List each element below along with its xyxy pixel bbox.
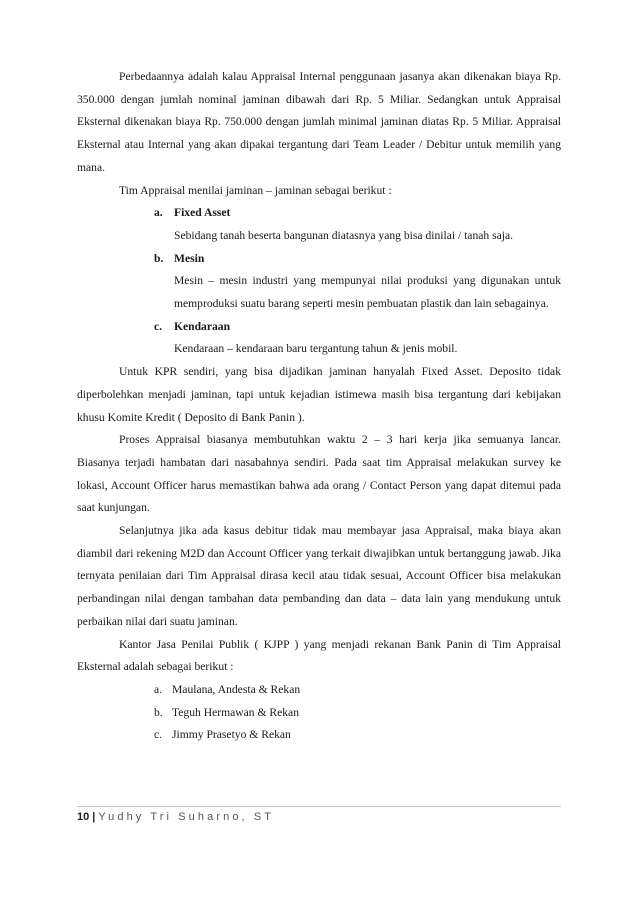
collateral-title: Kendaraan: [174, 319, 231, 333]
collateral-item-kendaraan: [77, 316, 561, 361]
footer-divider: [77, 806, 561, 807]
kjpp-name: Teguh Hermawan & Rekan: [172, 705, 299, 719]
list-marker: c.: [154, 728, 163, 742]
paragraph-appraisal-cost: Perbedaannya adalah kalau Appraisal Internal penggunaan jasanya akan dikenakan biaya Rp. 350.000 dengan jumlah nominal jaminan dibawah dari Rp. 5 Miliar. Sedangkan untuk Appraisal Eksternal dikenakan biaya Rp. 750.000 dengan jumlah minimal jaminan diatas Rp. 5 Miliar. Appraisal Eksternal atau Internal yang akan dipakai tergantung dari Team Leader / Debitur untuk memilih yang mana.: [77, 70, 561, 174]
footer-separator: |: [92, 811, 96, 823]
paragraph-process: Proses Appraisal biasanya membutuhkan waktu 2 – 3 hari kerja jika semuanya lancar. Biasanya terjadi hambatan dari nasabahnya sendiri. Pada saat tim Appraisal melakukan survey ke lokasi, Account Officer harus memastikan bahwa ada orang / Contact Person yang dapat ditemui pada saat kunjungan.: [77, 433, 561, 515]
footer-author: Yudhy Tri Suharno, ST: [98, 811, 275, 823]
kjpp-name: Maulana, Andesta & Rekan: [172, 682, 301, 696]
kjpp-list-item: [154, 702, 561, 725]
collateral-item-mesin: [77, 248, 561, 316]
kjpp-list-item: [154, 679, 561, 702]
paragraph-kpr: Untuk KPR sendiri, yang bisa dijadikan jaminan hanyalah Fixed Asset. Deposito tidak diperbolehkan menjadi jaminan, tapi untuk kejadian istimewa masih bisa tergantung dari kebijakan khusu Komite Kredit ( Deposito di Bank Panin ).: [77, 365, 561, 424]
list-marker: c.: [154, 319, 163, 333]
collateral-description: Sebidang tanah beserta bangunan diatasnya yang bisa dinilai / tanah saja.: [174, 228, 514, 242]
page-number: 10: [77, 811, 90, 823]
paragraph-collateral-intro: Tim Appraisal menilai jaminan – jaminan sebagai berikut :: [119, 183, 392, 197]
kjpp-name: Jimmy Prasetyo & Rekan: [172, 728, 291, 742]
paragraph-kjpp-intro: Kantor Jasa Penilai Publik ( KJPP ) yang menjadi rekanan Bank Panin di Tim Appraisal Eksternal adalah sebagai berikut :: [77, 637, 561, 674]
list-marker: b.: [154, 251, 164, 265]
collateral-item-fixed-asset: [77, 202, 561, 247]
paragraph-dispute: Selanjutnya jika ada kasus debitur tidak mau membayar jasa Appraisal, maka biaya akan diambil dari rekening M2D dan Account Officer yang terkait diwajibkan untuk bertanggung jawab. Jika ternyata penilaian dari Tim Appraisal dirasa kecil atau tidak sesuai, Account Officer bisa melakukan perbandingan nilai dengan tambahan data pembanding dan data – data lain yang mendukung untuk perbaikan nilai dari suatu jaminan.: [77, 524, 561, 628]
collateral-title: Mesin: [174, 251, 205, 265]
page-footer: [77, 811, 274, 823]
collateral-title: Fixed Asset: [174, 206, 231, 220]
list-marker: a.: [154, 206, 163, 220]
list-marker: b.: [154, 705, 163, 719]
kjpp-list-item: [154, 724, 561, 747]
collateral-description: Mesin – mesin industri yang mempunyai nilai produksi yang digunakan untuk memproduksi suatu barang seperti mesin pembuatan plastik dan lain sebagainya.: [174, 274, 561, 311]
document-body: [77, 66, 561, 747]
list-marker: a.: [154, 682, 163, 696]
collateral-description: Kendaraan – kendaraan baru tergantung tahun & jenis mobil.: [174, 342, 458, 356]
